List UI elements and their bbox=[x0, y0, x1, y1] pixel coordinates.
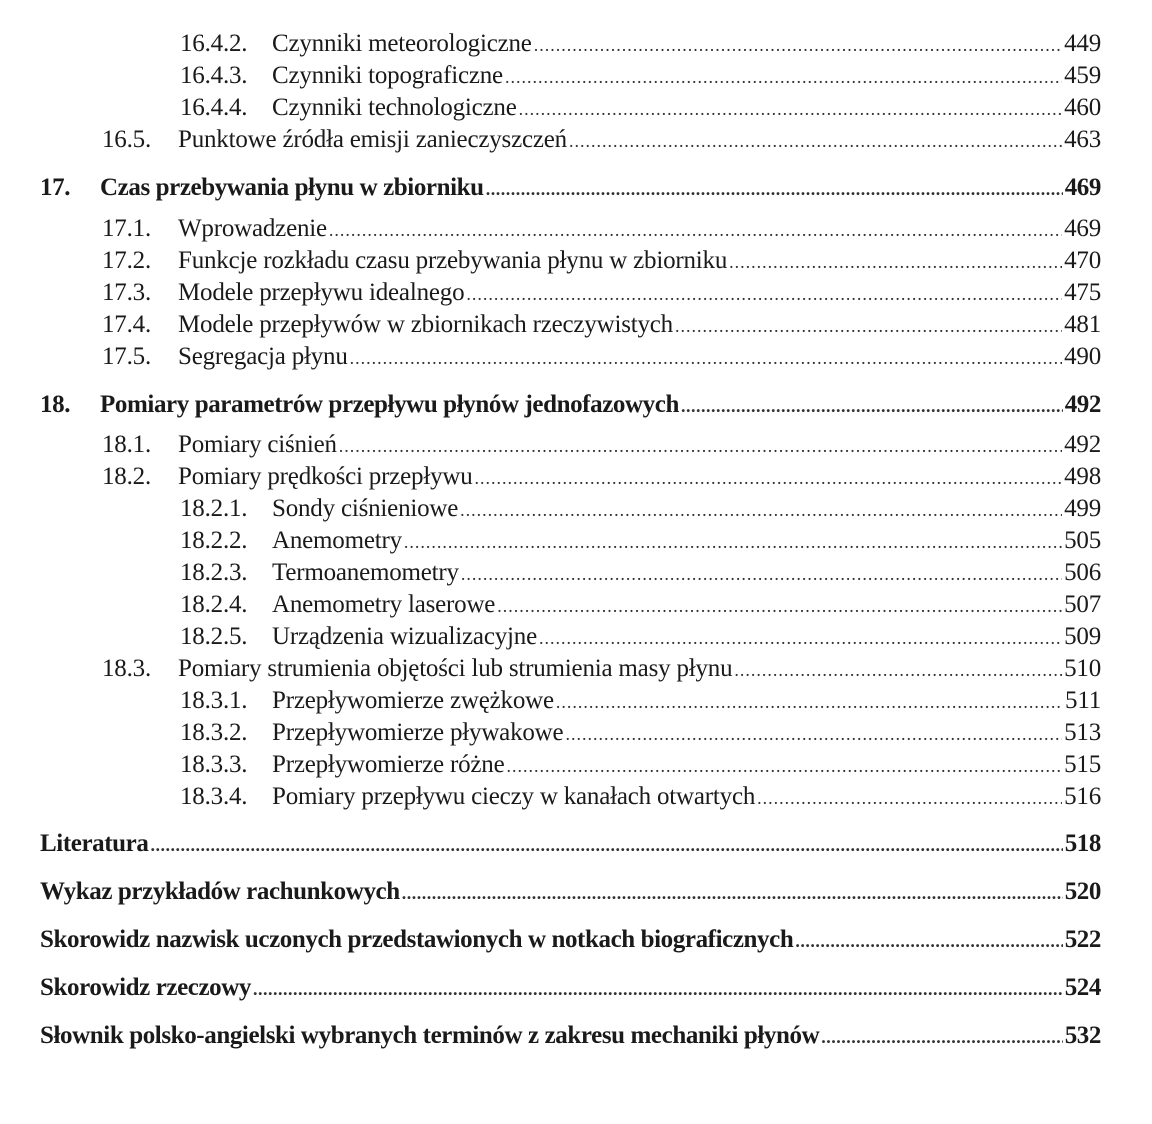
section-title: Modele przepływów w zbiornikach rzeczywistych bbox=[178, 311, 673, 338]
toc-entry bbox=[180, 60, 1101, 92]
dot-leader bbox=[569, 125, 1062, 157]
section-title: Modele przepływu idealnego bbox=[178, 279, 465, 306]
section-title: Czynniki meteorologiczne bbox=[272, 30, 532, 57]
dot-leader bbox=[497, 590, 1062, 622]
toc-entry bbox=[102, 309, 1101, 341]
dot-leader bbox=[150, 829, 1062, 861]
dot-leader bbox=[795, 925, 1062, 957]
dot-leader bbox=[329, 214, 1062, 246]
dot-leader bbox=[681, 390, 1063, 422]
toc-entry bbox=[102, 277, 1101, 309]
toc-entry bbox=[102, 213, 1101, 245]
section-number: 18.2.3. bbox=[180, 559, 248, 586]
section-number: 18.2.4. bbox=[180, 591, 248, 618]
page-number: 532 bbox=[1064, 1022, 1101, 1049]
dot-leader bbox=[461, 558, 1062, 590]
toc-chapter-entry bbox=[40, 972, 1101, 1004]
chapter-title: Wykaz przykładów rachunkowych bbox=[40, 878, 400, 905]
toc-entry bbox=[102, 245, 1101, 277]
section-number: 18.3.1. bbox=[180, 687, 248, 714]
dot-leader bbox=[466, 278, 1062, 310]
dot-leader bbox=[519, 93, 1062, 125]
section-number: 17.1. bbox=[102, 215, 152, 242]
toc-entry bbox=[102, 429, 1101, 461]
section-title: Pomiary przepływu cieczy w kanałach otwartych bbox=[272, 783, 756, 810]
toc-chapter-entry bbox=[40, 828, 1101, 860]
section-number: 17.3. bbox=[102, 279, 152, 306]
section-title: Termoanemometry bbox=[272, 559, 459, 586]
page-number: 490 bbox=[1064, 343, 1101, 370]
section-title: Wprowadzenie bbox=[178, 215, 327, 242]
chapter-title: Czas przebywania płynu w zbiorniku bbox=[100, 174, 484, 201]
section-title: Pomiary strumienia objętości lub strumienia masy płynu bbox=[178, 655, 733, 682]
dot-leader bbox=[460, 494, 1062, 526]
dot-leader bbox=[505, 61, 1062, 93]
page-number: 511 bbox=[1065, 687, 1101, 714]
section-number: 16.5. bbox=[102, 126, 152, 153]
chapter-title: Skorowidz nazwisk uczonych przedstawionych w notkach biograficznych bbox=[40, 926, 794, 953]
toc-chapter-entry bbox=[40, 876, 1101, 908]
dot-leader bbox=[339, 430, 1062, 462]
page-number: 469 bbox=[1064, 174, 1101, 201]
dot-leader bbox=[350, 342, 1062, 374]
section-number: 18.3.4. bbox=[180, 783, 248, 810]
section-title: Przepływomierze różne bbox=[272, 751, 505, 778]
section-number: 18.3.2. bbox=[180, 719, 248, 746]
page-number: 507 bbox=[1064, 591, 1101, 618]
toc-chapter-entry bbox=[40, 924, 1101, 956]
dot-leader bbox=[757, 782, 1062, 814]
page-number: 510 bbox=[1064, 655, 1101, 682]
section-title: Sondy ciśnieniowe bbox=[272, 495, 459, 522]
page-number: 492 bbox=[1064, 431, 1101, 458]
page-number: 509 bbox=[1064, 623, 1101, 650]
page-number: 524 bbox=[1064, 974, 1101, 1001]
page-number: 459 bbox=[1064, 62, 1101, 89]
page-number: 520 bbox=[1064, 878, 1101, 905]
page-number: 516 bbox=[1064, 783, 1101, 810]
chapter-title: Pomiary parametrów przepływu płynów jednofazowych bbox=[100, 391, 679, 418]
section-title: Pomiary prędkości przepływu bbox=[178, 463, 473, 490]
toc-entry bbox=[102, 653, 1101, 685]
section-number: 16.4.4. bbox=[180, 94, 248, 121]
toc-entry bbox=[180, 28, 1101, 60]
toc-entry bbox=[102, 341, 1101, 373]
page-number: 518 bbox=[1064, 830, 1101, 857]
toc-entry bbox=[180, 557, 1101, 589]
section-number: 16.4.3. bbox=[180, 62, 248, 89]
section-title: Funkcje rozkładu czasu przebywania płynu w zbiorniku bbox=[178, 247, 728, 274]
dot-leader bbox=[556, 686, 1063, 718]
section-number: 17.4. bbox=[102, 311, 152, 338]
section-number: 17.5. bbox=[102, 343, 152, 370]
section-title: Punktowe źródła emisji zanieczyszczeń bbox=[178, 126, 567, 153]
section-title: Pomiary ciśnień bbox=[178, 431, 337, 458]
section-number: 16.4.2. bbox=[180, 30, 248, 57]
page-number: 505 bbox=[1064, 527, 1101, 554]
toc-entry bbox=[180, 525, 1101, 557]
section-number: 18.2.5. bbox=[180, 623, 248, 650]
section-number: 18.3.3. bbox=[180, 751, 248, 778]
dot-leader bbox=[253, 973, 1063, 1005]
dot-leader bbox=[821, 1021, 1062, 1053]
page-number: 498 bbox=[1064, 463, 1101, 490]
section-title: Czynniki technologiczne bbox=[272, 94, 517, 121]
chapter-number: 17. bbox=[40, 174, 71, 201]
dot-leader bbox=[404, 526, 1062, 558]
page-number: 506 bbox=[1064, 559, 1101, 586]
toc-entry bbox=[102, 124, 1101, 156]
section-number: 18.3. bbox=[102, 655, 152, 682]
dot-leader bbox=[729, 246, 1062, 278]
toc-entry bbox=[180, 621, 1101, 653]
section-title: Przepływomierze zwężkowe bbox=[272, 687, 554, 714]
toc-entry bbox=[180, 781, 1101, 813]
dot-leader bbox=[675, 310, 1062, 342]
toc-chapter-entry bbox=[40, 172, 1101, 204]
page-number: 492 bbox=[1064, 391, 1101, 418]
page-number: 469 bbox=[1064, 215, 1101, 242]
dot-leader bbox=[565, 718, 1062, 750]
dot-leader bbox=[507, 750, 1063, 782]
toc-entry bbox=[180, 749, 1101, 781]
dot-leader bbox=[734, 654, 1062, 686]
dot-leader bbox=[486, 173, 1063, 205]
page-number: 481 bbox=[1064, 311, 1101, 338]
page-number: 522 bbox=[1064, 926, 1101, 953]
toc-entry bbox=[180, 717, 1101, 749]
section-number: 18.2. bbox=[102, 463, 152, 490]
chapter-number: 18. bbox=[40, 391, 71, 418]
page-number: 499 bbox=[1064, 495, 1101, 522]
toc-entry bbox=[180, 92, 1101, 124]
toc-entry bbox=[180, 685, 1101, 717]
page-number: 515 bbox=[1064, 751, 1101, 778]
dot-leader bbox=[539, 622, 1062, 654]
section-number: 17.2. bbox=[102, 247, 152, 274]
page-number: 463 bbox=[1064, 126, 1101, 153]
section-title: Anemometry bbox=[272, 527, 402, 554]
page-number: 475 bbox=[1064, 279, 1101, 306]
section-title: Anemometry laserowe bbox=[272, 591, 496, 618]
section-title: Urządzenia wizualizacyjne bbox=[272, 623, 537, 650]
section-number: 18.2.1. bbox=[180, 495, 248, 522]
dot-leader bbox=[402, 877, 1063, 909]
section-title: Przepływomierze pływakowe bbox=[272, 719, 564, 746]
toc-entry bbox=[180, 493, 1101, 525]
section-title: Czynniki topograficzne bbox=[272, 62, 503, 89]
section-number: 18.1. bbox=[102, 431, 152, 458]
toc-chapter-entry bbox=[40, 1020, 1101, 1052]
page-number: 460 bbox=[1064, 94, 1101, 121]
dot-leader bbox=[534, 29, 1062, 61]
page-number: 449 bbox=[1064, 30, 1101, 57]
page-number: 513 bbox=[1064, 719, 1101, 746]
chapter-title: Słownik polsko-angielski wybranych terminów z zakresu mechaniki płynów bbox=[40, 1022, 820, 1049]
toc-entry bbox=[180, 589, 1101, 621]
toc-entry bbox=[102, 461, 1101, 493]
chapter-title: Literatura bbox=[40, 830, 149, 857]
section-number: 18.2.2. bbox=[180, 527, 248, 554]
toc-chapter-entry bbox=[40, 389, 1101, 421]
page-number: 470 bbox=[1064, 247, 1101, 274]
chapter-title: Skorowidz rzeczowy bbox=[40, 974, 252, 1001]
dot-leader bbox=[475, 462, 1063, 494]
section-title: Segregacja płynu bbox=[178, 343, 348, 370]
